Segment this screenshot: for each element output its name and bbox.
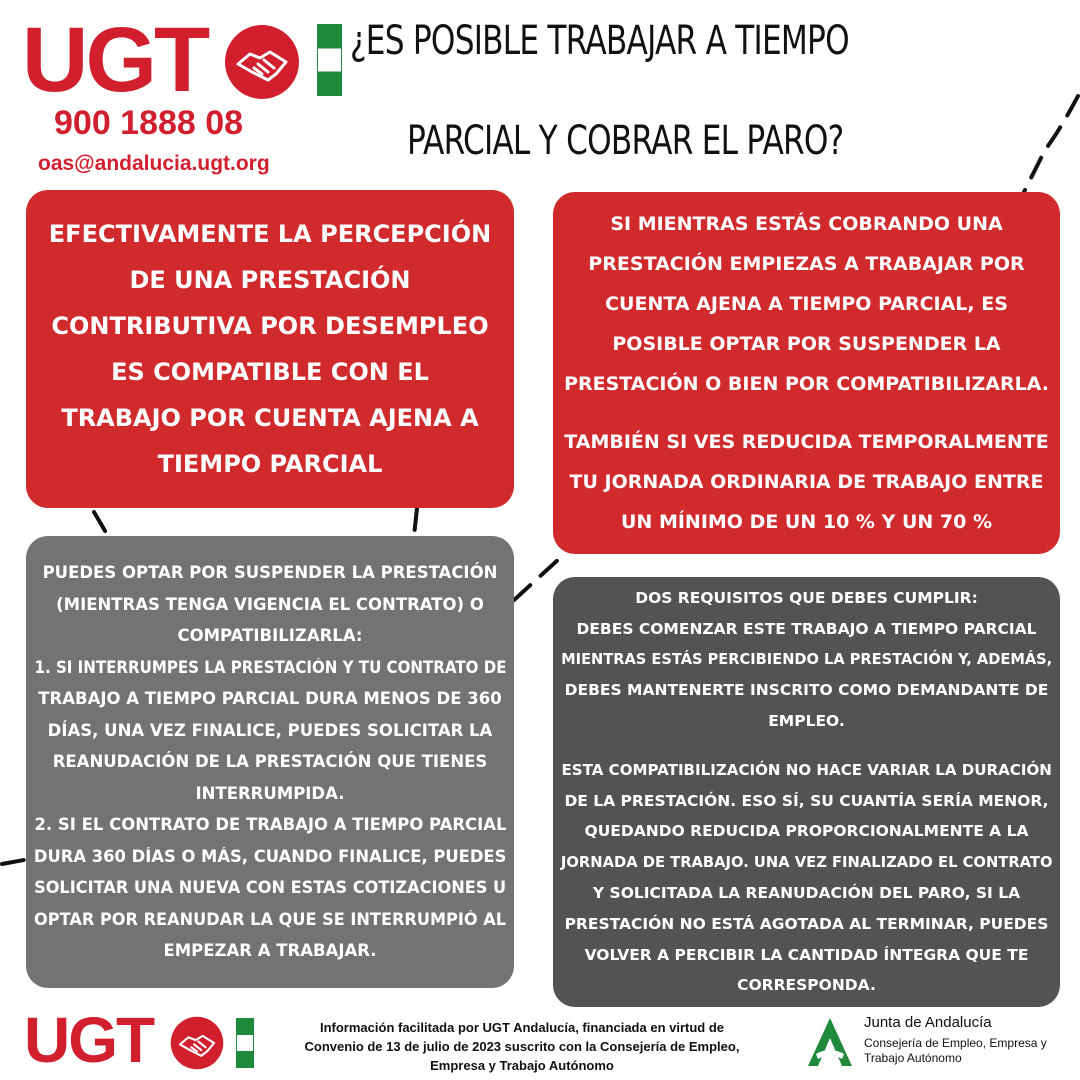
box-line: 1. SI INTERRUMPES LA PRESTACIÓN Y TU CONTRATO DE	[33, 657, 507, 677]
box-paragraph	[546, 583, 1067, 737]
junta-sub-line: Consejería de Empleo, Empresa y	[864, 1036, 1047, 1050]
info-box-bottom-left	[26, 536, 514, 988]
phone-number: 900 1888 08	[54, 104, 244, 142]
box-line: PUEDES OPTAR POR SUSPENDER LA PRESTACIÓN	[42, 563, 498, 583]
box-line: SOLICITAR UNA NUEVA CON ESTAS COTIZACIONES U	[33, 878, 507, 898]
box-line: TRABAJO POR CUENTA AJENA A	[61, 404, 479, 432]
junta-andalucia-name: Junta de Andalucía	[864, 1014, 992, 1031]
box-paragraph	[564, 204, 1049, 404]
page-title-line-1: ¿ES POSIBLE TRABAJAR A TIEMPO	[350, 18, 849, 64]
box-line: DÍAS, UNA VEZ FINALICE, PUEDES SOLICITAR LA	[47, 720, 493, 740]
info-box-top-right	[553, 192, 1060, 554]
box-line: (MIENTRAS TENGA VIGENCIA EL CONTRATO) O	[56, 594, 484, 614]
andalucia-flag	[236, 1018, 254, 1068]
box-line: EFECTIVAMENTE LA PERCEPCIÓN	[48, 220, 492, 248]
box-line: SI MIENTRAS ESTÁS COBRANDO UNA	[610, 213, 1003, 235]
junta-andalucia-logo-icon	[806, 1016, 854, 1068]
box-line: ES COMPATIBLE CON EL	[111, 358, 429, 386]
box-line: POSIBLE OPTAR POR SUSPENDER LA	[612, 333, 1001, 355]
box-line: DOS REQUISITOS QUE DEBES CUMPLIR:	[635, 588, 978, 607]
box-paragraph	[548, 755, 1065, 1001]
footer-ugt-logo: UGT	[24, 1004, 154, 1076]
box-line: MIENTRAS ESTÁS PERCIBIENDO LA PRESTACIÓN Y, ADEMÁS,	[560, 650, 1053, 669]
box-line: UN MÍNIMO DE UN 10 % Y UN 70 %	[621, 511, 992, 533]
andalucia-flag	[317, 24, 342, 96]
box-line: DEBES MANTENERTE INSCRITO COMO DEMANDANTE DE	[564, 681, 1049, 700]
box-line: PRESTACIÓN EMPIEZAS A TRABAJAR POR	[588, 253, 1025, 275]
email-address: oas@andalucia.ugt.org	[38, 152, 270, 175]
box-line: TAMBIÉN SI VES REDUCIDA TEMPORALMENTE	[564, 431, 1049, 453]
box-line: DEBES COMENZAR ESTE TRABAJO A TIEMPO PARCIAL	[576, 619, 1037, 638]
box-line: COMPATIBILIZARLA:	[177, 626, 363, 646]
box-line: CUENTA AJENA A TIEMPO PARCIAL, ES	[605, 293, 1008, 315]
box-line: OPTAR POR REANUDAR LA QUE SE INTERRUMPIÓ AL	[34, 909, 507, 929]
box-line: 2. SI EL CONTRATO DE TRABAJO A TIEMPO PARCIAL	[33, 815, 507, 835]
page-title-line-2: PARCIAL Y COBRAR EL PARO?	[407, 118, 844, 164]
box-line: EMPEZAR A TRABAJAR.	[163, 941, 377, 961]
box-line: TRABAJO A TIEMPO PARCIAL DURA MENOS DE 360	[38, 689, 502, 709]
box-line: REANUDACIÓN DE LA PRESTACIÓN QUE TIENES	[52, 752, 488, 772]
box-line: VOLVER A PERCIBIR LA CANTIDAD ÍNTEGRA QUE TE	[584, 945, 1029, 964]
footer-line: Información facilitada por UGT Andalucía, financiada en virtud de	[319, 1020, 725, 1035]
box-line: DE LA PRESTACIÓN. ESO SÍ, SU CUANTÍA SERÍA MENOR,	[564, 791, 1049, 810]
box-line: PRESTACIÓN NO ESTÁ AGOTADA AL TERMINAR, PUEDES	[564, 914, 1049, 933]
box-line: ESTA COMPATIBILIZACIÓN NO HACE VARIAR LA DURACIÓN	[561, 760, 1052, 779]
junta-sub-line: Trabajo Autónomo	[864, 1051, 962, 1065]
box-line: DE UNA PRESTACIÓN	[129, 266, 411, 294]
info-box-bottom-right	[553, 577, 1060, 1007]
box-line: DURA 360 DÍAS O MÁS, CUANDO FINALICE, PUEDES	[33, 846, 507, 866]
junta-andalucia-department	[864, 1036, 1074, 1066]
ugt-logo: UGT	[22, 9, 208, 111]
info-box-top-left	[26, 190, 514, 508]
box-line: PRESTACIÓN O BIEN POR COMPATIBILIZARLA.	[564, 373, 1049, 395]
handshake-icon	[224, 24, 300, 100]
box-line: CONTRIBUTIVA POR DESEMPLEO	[51, 312, 489, 340]
handshake-icon	[170, 1016, 224, 1070]
box-line: Y SOLICITADA LA REANUDACIÓN DEL PARO, SI LA	[592, 883, 1021, 902]
box-line: QUEDANDO REDUCIDA PROPORCIONALMENTE A LA	[584, 822, 1029, 841]
box-line: INTERRUMPIDA.	[195, 783, 345, 803]
box-line: TIEMPO PARCIAL	[157, 450, 383, 478]
footer-line: Empresa y Trabajo Autónomo	[430, 1058, 614, 1073]
box-line: JORNADA DE TRABAJO. UNA VEZ FINALIZADO EL CONTRATO	[560, 853, 1053, 872]
box-line: CORRESPONDA.	[737, 976, 876, 995]
footer-funding-text	[262, 1018, 782, 1075]
box-paragraph	[564, 422, 1049, 542]
box-line: EMPLEO.	[768, 712, 845, 730]
box-line: TU JORNADA ORDINARIA DE TRABAJO ENTRE	[569, 471, 1044, 493]
footer-line: Convenio de 13 de julio de 2023 suscrito con la Consejería de Empleo,	[304, 1039, 740, 1054]
